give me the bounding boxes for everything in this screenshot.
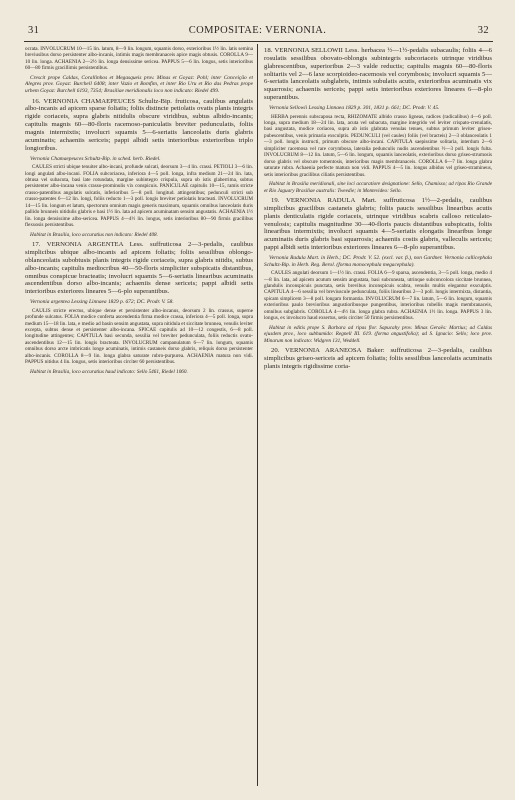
right-species-description: 18. VERNONIA SELLOWII Less. herbacea ½—1½-pedalis subacaulis; foliis 4—6 rosulatis sessilibus obovato-oblongis subintegris subcoriaceis utrinque viridibus glabrescentibus, superioribus 2—3 valde reductis; capitulis magnis 60—80-floris solitariis vel 2—6 laxe scorpioideo-racemosis vel corymbosis; involucri squamis 5—6-seriatis lanceolatis subglabris, intimis subulatis acutis, exterioribus acuminatis vix squarrosis; achaeniis sericeis; pappi setis interioribus exteriores lineares 6—8-plo superantibus. xyxy=(264,47,492,102)
left-page-number: 31 xyxy=(28,25,40,36)
left-detailed-description: CAULIS stricte erectus, ubique dense et persistenter albo-incanus, deorsum 2 lin. crassus, superne profunde sulcatus. FOLIA modice conferta ascendentia firma modice crassa, inferiora 4—5 poll. longa, supra medium 15—18 lin. lata, e medio ad basin sensim angustata, supra nitidula et siccitate brunnea, venulis leviter excepta, subtus dense et persistenter albo-incana. SPICAE capitulis ad 10—12 congestis, 6—8 poll. longitudine attingentes; CAPITULA basi secunda, sessilia vel breviter pedunculata, foliis reductis ovato-ascendentibus 12—15 lin. longis bracteata. INVOLUCRUM campanulatum 6—7 lin. longum, squamis omnibus dorso arcte imbricatis longe acuminatis, intimis castaneis dorso glabris, reliquis dorso persistenter albo-incanis. COROLLA 8—9 lin. longa glabra saturate rubro-purpurea. ACHAENIA matura non vidi. PAPPUS nitidus 4 lin. longus, setis interioribus circiter 60 persistentibus. xyxy=(25,307,253,366)
right-habitat-note: Habitat in editis prope S. Barbara ad ripas flor. Sapucahy prov. Minas Geraës: Martius; ad Caldas ejusdem prov., loco subhumido: Regnell III. 619. (forma angustifolia); ad S. Ignacio: Sello; loco prov. Minarum non indicato: Widgren 131, Weddell. xyxy=(264,324,492,344)
right-column xyxy=(264,44,492,786)
left-detailed-description: ocrata. INVOLUCRUM 10—15 lin. latum, 8—9 lin. longum, squamis dorso, exterioribus 1½ lin. latis semina breviusibus dorso persistenter albo-incanis, intimis magis membranaceis apice magis obtusis. COROLLA 9—10 lin. longa. ACHAENIA 2—2½ lin. longa densissime sericea. PAPPUS 5—6 lin. longus, setis interioribus 60—80 firmis gracillimis persistentibus. xyxy=(25,46,253,72)
left-habitat-note: Habitat in Brasilia, loco accuratius haud indicato: Sello 5461, Riedel 1060. xyxy=(30,368,188,375)
running-title: COMPOSITAE: VERNONIA. xyxy=(188,25,327,36)
left-column xyxy=(25,44,253,786)
right-species-description: 20. VERNONIA ARANEOSA Baker: suffruticosa 2—3-pedalis, caulibus simplicibus griseo-sericeis ad apicem foliatis; foliis sessilibus lanceolatis acuminatis planis integris rigidissime coria- xyxy=(264,347,492,370)
left-detailed-description: CAULES stricti ubique tenuiter albo-incani, profunde sulcati, deorsum 3—4 lin. crassi. PETIOLI 3—6 lin. longi angulati albo-incani. FOLIA subcoriacea, inferiora 4—5 poll. longa, infra medium 21—24 lin. lata, obtusa vel subacuta, basi late rotundata, margine subintegro crispula, supra ob istis glaberrima, subtus persistenter albo-incana venis crasso-prominulis vix conspicuis. PANICULAE capitulis 10—15, ramis stricte crasso-patentibus angulatis sulcatis, inferioribus 5—8 poll. longitud. attingentibus; pedunculi stricti sub crasso-patentes 6—12 lin. longi, foliis reducto 1—3 poll. longis breviter petiolatis bracteati. INVOLUCRUM 14—15 lin. longum et latum, spectorum omnium magis generis maximum, squamis omnibus lanceolatis duris pallido brunneis nitidulis glabris e basi 1½ lin. lata ad apicem acuminatam sensim angustatis. ACHAENIA 1½ lin. longa densissime albo-sericea. PAPPUS 4—4½ lin. longus, setis interioribus 80—90 firmis gracilibus flexuosis persistentibus. xyxy=(25,164,253,229)
right-species-description: 19. VERNONIA RADULA Mart. suffruticosa 1½—2-pedalis, caulibus simplicibus gracilibus castaneis glabris; foliis paucis sessilibus linearibus acutis planis denticulatis rigide coriaceis, utrinque viridibus scabris calloso reticulato-venulosis; capitulis magnitudine 30—40-floris paucis distantibus subspicatis, foliis linearibus intermixtis; involucri squamis 4—5-seriatis elongatis linearibus longe acuminatis duris glabris basi squarrosis; achaeniis costis glabris, valleculis sericeis; pappi albidi setis interioribus exteriores lineares 6—8-plo superantibus. xyxy=(264,197,492,252)
left-habitat-note: Habitat in Brasilia, loco accuratius non indicato: Riedel 408. xyxy=(30,231,158,238)
right-synonymy-citation: Vernonia Radula Mart. in Herb.; DC. Prodr. V. 52. (excl. var. β.), non Gardner. Vernonia callicephala Schultz-Bip. in Herb. Reg. Berol. (forma monocephala megacephala). xyxy=(264,254,492,268)
header-rule xyxy=(24,41,493,42)
right-habitat-note: Habitat in Brasilia meridionali, sine loci accuratiore designatione: Sello, Chamisso; ad ripas Rio Grande et Rio Jaguary Brasiliae australis: Tweedie; in Montevideo: Sello. xyxy=(264,181,492,194)
running-header xyxy=(22,25,493,39)
right-detailed-description: HERBA perennis subscaposa recta, RHIZOMATE albido crasso ligneas, radices (radicalibus) 4—6 poll. longa, supra medium 18—24 lin. lata, acuta vel subacuta, margine integrido vel leviter crispato-crenulatis, basi angustata, modice coriacea, supra ab istis glabrata venulas tenues, subtus primum leviter griseo-pubescentibus, venis primaria exsculptis. PEDUNCULI (vel caules) foliis (vel bracteis) 2—3 oblanceolatis 1—3 poll. longis instructi, primum obscure albo-incani. CAPITULA saepissime solitaria, interdum 2—6 simpliciter racemosa vel rare corymbosa, lateralia pedunculis nudis ascendentibus ½—3 poll. longis fulta. INVOLUCRUM 8—12 lin. latum, 5—6 lin. longum, squamis lanceolatis, exterioribus dorso griseo-strumosis dorso glabris vel obscure tomentosis, interioribus magis membranaceis. COROLLA 6—7 lin. longa glabra saturate rubra. Achaenia perfecte matura non vidi. PAPPUS 4—5 lin. longus albidus vel griseo-stramineus, setis interioribus gracilibus ciliatis persistentibus. xyxy=(264,113,492,178)
right-page-number: 32 xyxy=(477,25,489,36)
right-synonymy-citation: Vernonia Sellowii Lessing Linnaea 1829 p. 301, 1831 p. 661; DC. Prodr. V. 45. xyxy=(269,104,440,111)
left-synonymy-citation: Crescit prope Caldas, Corallinhos et Megasqueis prov. Minas et Goyaz: Pohl; inter Conceição et Alegres prov. Goyaz: Burchell 6408; inter Vazio et Bomfim, et inter Rio Uru et Rio das Pedras prope urbem Goyaz: Burchell 6193, 7354; Brasiliae meridionalis loco non indicato: Riedel 499. xyxy=(25,74,253,94)
column-divider xyxy=(257,44,258,786)
right-detailed-description: CAULES angulati deorsum 1—1½ lin. crassi. FOLIA 6—9 sparsa, ascendentia, 3—5 poll. longa, medio 4—8 lin. lata, ad apicem acutum sensim angustata, basi subcuneata, utrinque subconcolora siccitate brunnea, glandulis inconspicuis punctata, setis brevibus inconspicuis scabra, venulis multis elegantur exsculptis. CAPITULA 4—6 sessilia vel breviuscule pedunculata, foliis linearibus 2—3 poll. longis intermixta, distantia, spicam simplicem 3—8 poll. longam formantia. INVOLUCRUM 6—7 lin. latum, 5—6 lin. longum, squamis exterioribus paulo brevioribus angustioribusque pungentibus, interioribus rubellis magis membranaceis, omnibus subglabris. COROLLA 4—4½ lin. longa glabra rubra. ACHAENIA 1½ lin. longa. PAPPUS 3 lin. longus, ex involucro haud exsertus, setis circiter 50 firmis persistentibus. xyxy=(264,270,492,322)
left-species-description: 17. VERNONIA ARGENTEA Less. suffruticosa 2—3-pedalis, caulibus simplicibus ubique albo-incanis ad apicem foliatis; foliis sessilibus oblongo-oblanceolatis subobtusis planis integris rigide coriaceis, supra glabris nitidis, subtus albo-incanis; capitulis mediocribus 40—50-floris simpliciter subspicatis distantibus, omnibus conspicue bracteatis; involucri squamis 5—6-seriatis linearibus acuminatis ascendentibus dorso albo-incanis; achaeniis dense sericeis; pappi albidi setis interioribus exteriores lineares 5—6-plo superantibus. xyxy=(25,241,253,296)
left-synonymy-citation: Vernonia Chamaepeuces Schultz-Bip. in sched. herb. Riedel. xyxy=(30,155,161,162)
left-synonymy-citation: Vernonia argentea Lessing Linnaea 1829 p. 672; DC. Prodr. V. 58. xyxy=(30,299,174,306)
left-species-description: 16. VERNONIA CHAMAEPEUCES Schultz-Bip. fruticosa, caulibus angulatis albo-incanis ad apicem sparse foliatis; foliis distincte petiolatis ovatis planis integris rigide coriaceis, supra glabris nitidulis obscure viridibus, subtus albido-incanis; capitulis magnis 60—80-floris racemoso-paniculatis breviter pedunculatis, foliis magnis intermixtis; involucri squamis 5—6-seriatis lanceolatis duris glabris acuminatis; achaeniis sericeis; pappi albidi setis interioribus exterioribus triplo longioribus. xyxy=(25,97,253,152)
